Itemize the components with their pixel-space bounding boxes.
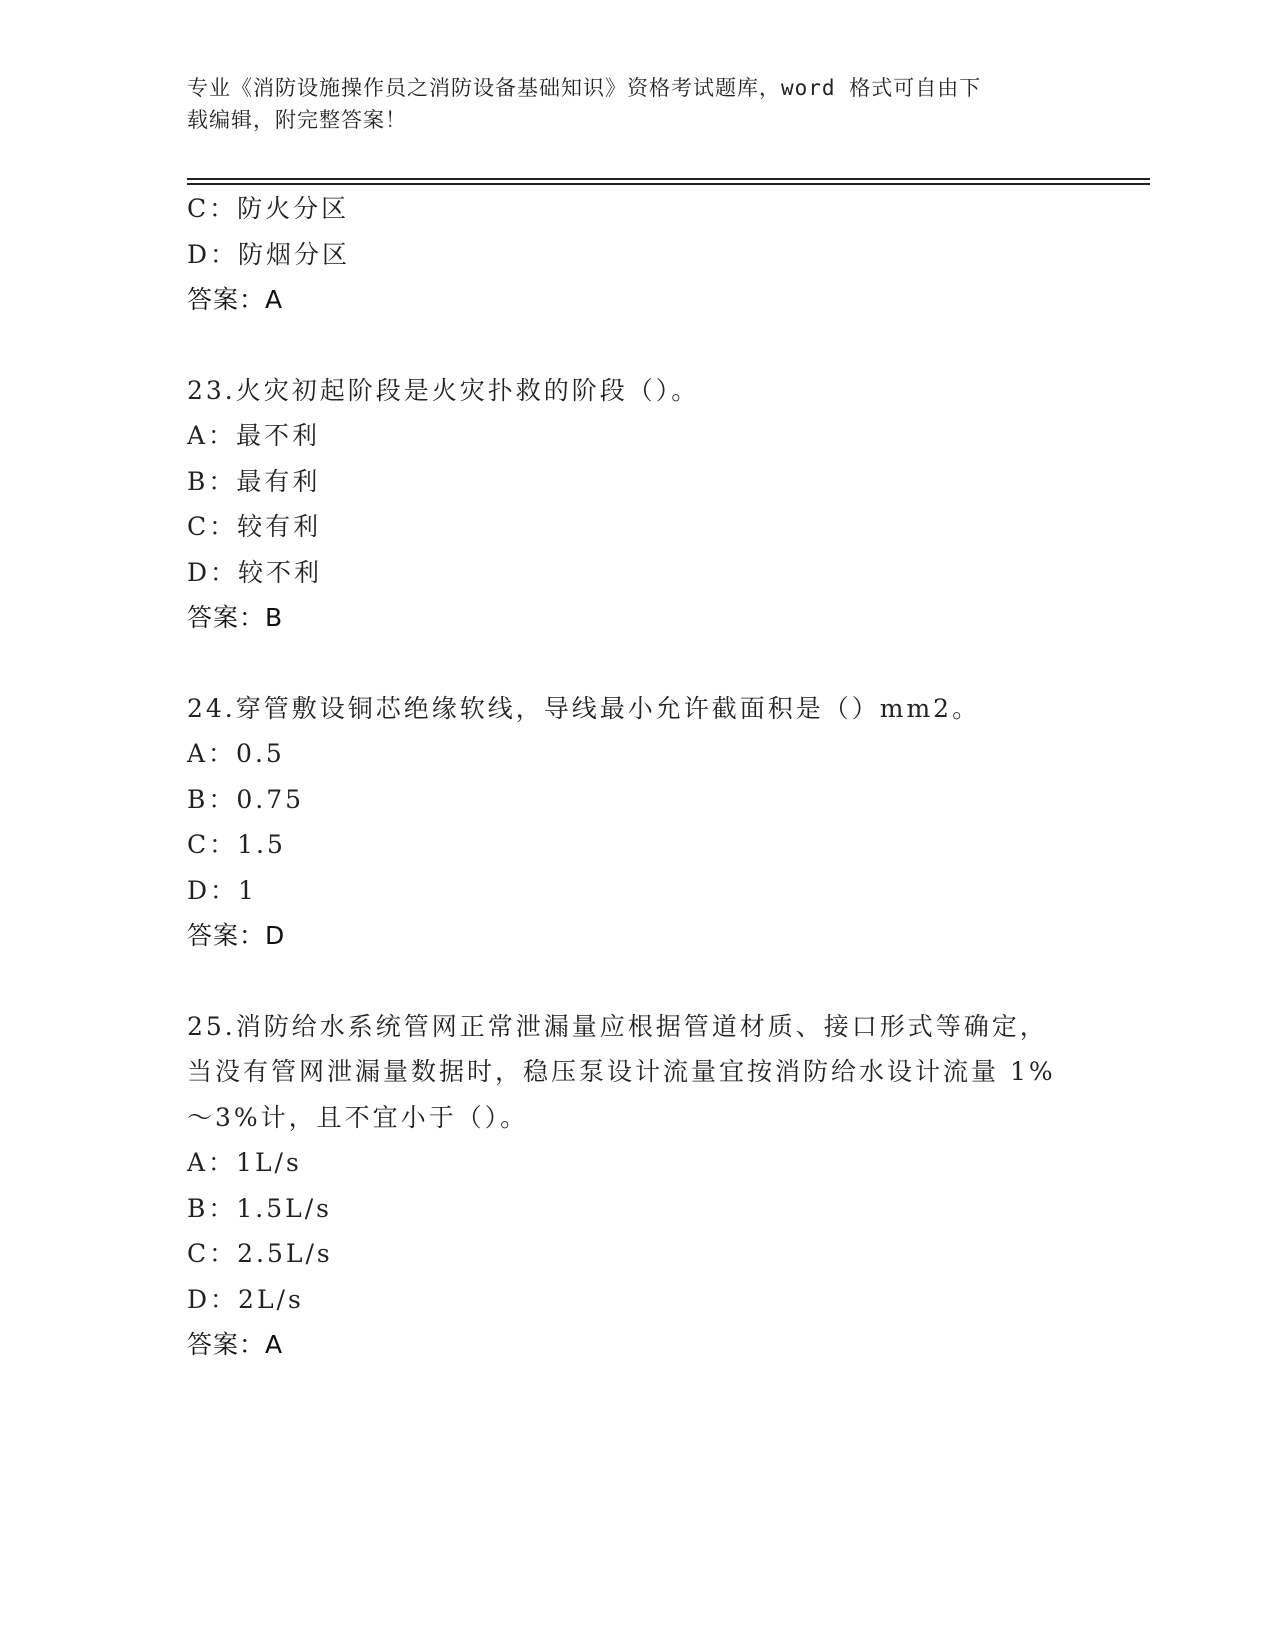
option-a: A：0.5 [187,739,285,768]
question-list [187,186,1087,1368]
option-c: C：1.5 [187,830,286,859]
option-c: C：2.5L/s [187,1239,333,1268]
option-c: C：防火分区 [187,194,350,223]
option-d: D：1 [187,875,257,905]
option-d: D：较不利 [187,557,323,587]
question-25 [187,1004,1087,1368]
header-line-1: 专业《消防设施操作员之消防设备基础知识》资格考试题库，word 格式可自由下 [187,76,982,100]
header-divider-top [187,178,1150,180]
answer-line: 答案：A [187,1330,284,1359]
question-text-line-3: ～3%计，且不宜小于（）。 [187,1102,529,1132]
prev-question-block [187,186,1087,323]
option-a: A：1L/s [187,1148,302,1177]
question-24 [187,686,1087,959]
option-b: B：0.75 [187,784,305,814]
option-a: A：最不利 [187,421,321,450]
header-divider-bottom [187,183,1150,185]
question-text: 23.火灾初起阶段是火灾扑救的阶段（）。 [187,375,700,405]
question-23 [187,368,1087,641]
option-d: D：2L/s [187,1284,304,1314]
header-line-2: 载编辑，附完整答案！ [187,108,407,132]
answer-line: 答案：A [187,285,284,314]
option-b: B：最有利 [187,466,321,496]
option-c: C：较有利 [187,512,322,541]
option-d: D：防烟分区 [187,239,351,269]
question-text-line-1: 25.消防给水系统管网正常泄漏量应根据管道材质、接口形式等确定， [187,1011,1048,1041]
document-header [187,72,1067,136]
question-text: 24.穿管敷设铜芯绝缘软线，导线最小允许截面积是（）mm2。 [187,693,981,723]
option-b: B：1.5L/s [187,1193,332,1223]
question-text-line-2: 当没有管网泄漏量数据时，稳压泵设计流量宜按消防给水设计流量 1% [187,1057,1056,1086]
answer-line: 答案：D [187,921,286,950]
answer-line: 答案：B [187,603,284,632]
